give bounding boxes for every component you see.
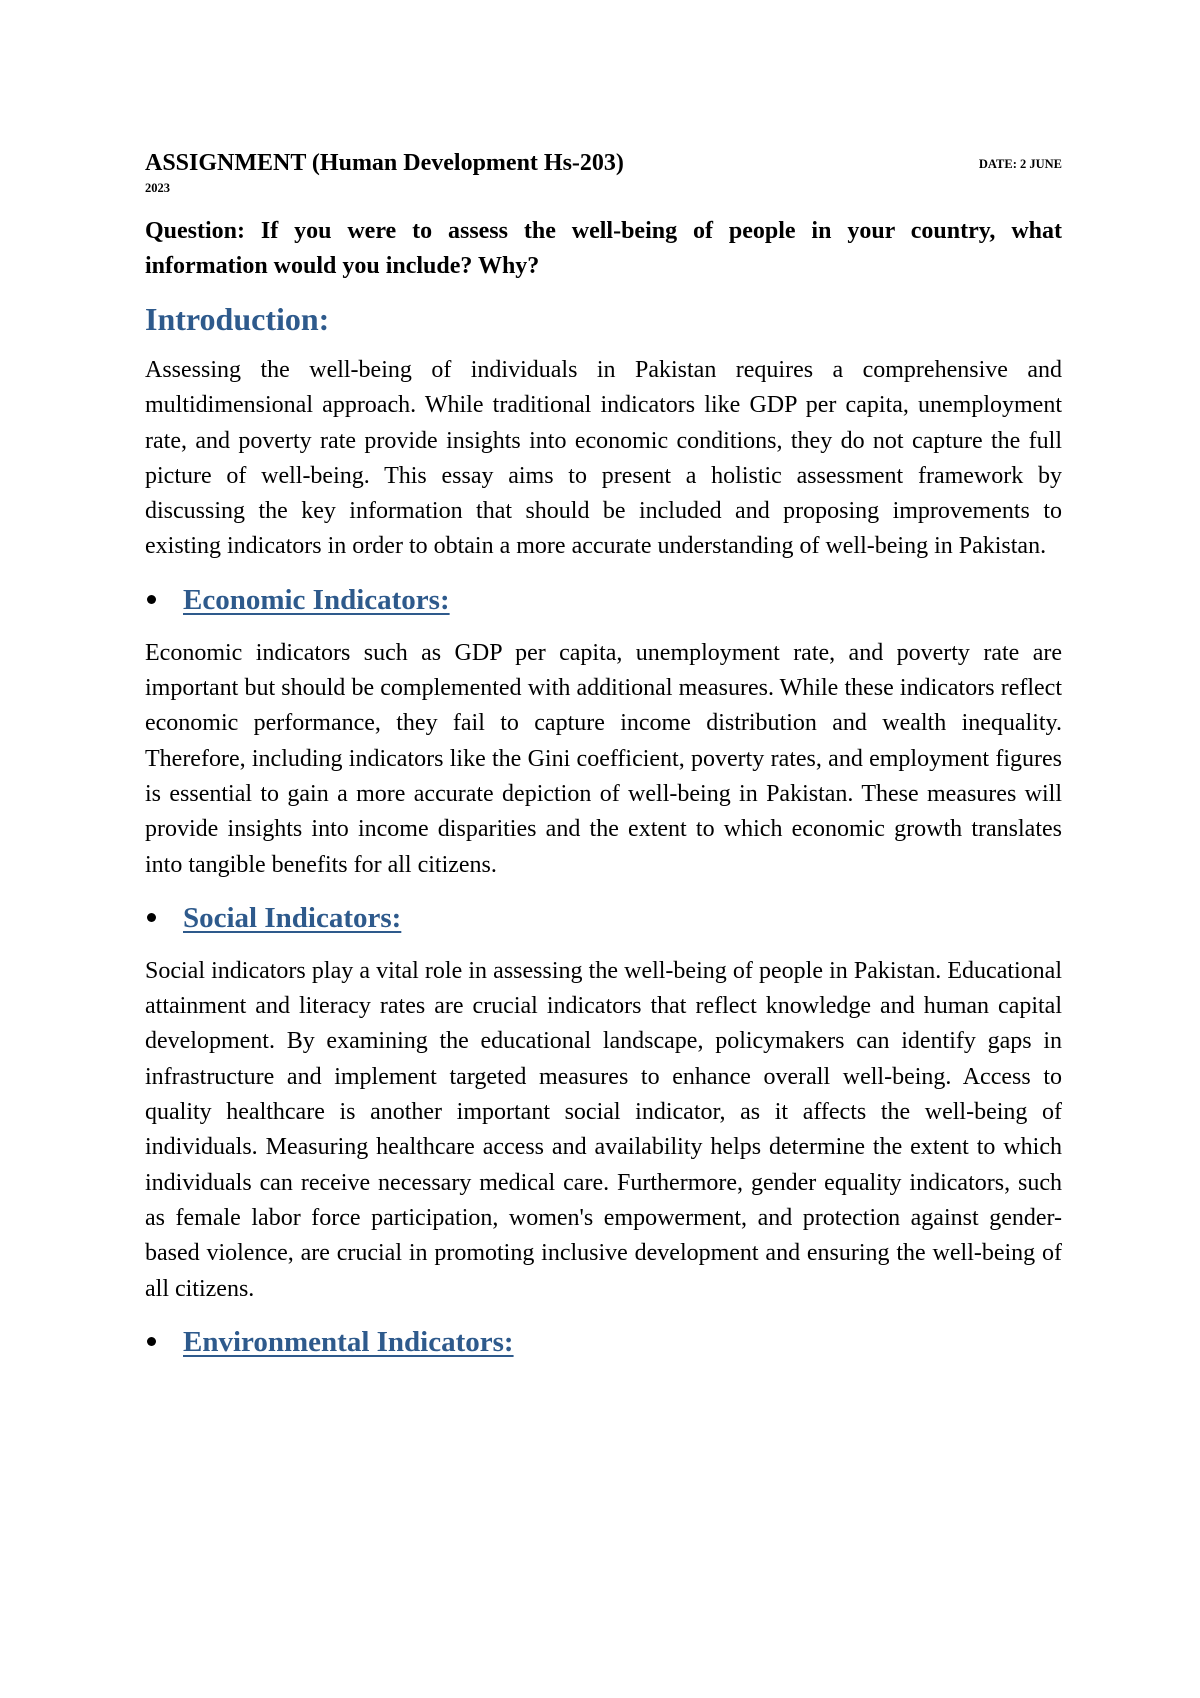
economic-indicators-paragraph: Economic indicators such as GDP per capita, unemployment rate, and poverty rate are important but should be complemented with additional measures. While these indicators reflect economic performance, they fail to capture income distribution and wealth inequality. Therefore, including indicators like the Gini coefficient, poverty rates, and employment figures is essential to gain a more accurate depiction of well-being in Pakistan. These measures will provide insights into income disparities and the extent to which economic growth translates into tangible benefits for all citizens. [145,639,1062,878]
date-label: DATE: 2 JUNE [978,157,1062,171]
introduction-paragraph: Assessing the well-being of individuals in Pakistan requires a comprehensive and multidimensional approach. While traditional indicators like GDP per capita, unemployment rate, and poverty rate provide insights into economic conditions, they do not capture the full picture of well-being. This essay aims to present a holistic assessment framework by discussing the key information that should be included and proposing improvements to existing indicators in order to obtain a more accurate understanding of well-being in Pakistan. [145,357,1062,560]
assignment-title: ASSIGNMENT (Human Development Hs-203) [145,150,624,176]
bullet-icon [147,1337,156,1346]
social-indicators-paragraph: Social indicators play a vital role in assessing the well-being of people in Pakistan. Educational attainment and literacy rates are crucial indicators that reflect knowledge and human capital development. By examining the educational landscape, policymakers can identify gaps in infrastructure and implement targeted measures to enhance overall well-being. Access to quality healthcare is another important social indicator, as it affects the well-being of individuals. Measuring healthcare access and availability helps determine the extent to which individuals can receive necessary medical care. Furthermore, gender equality indicators, such as female labor force participation, women's empowerment, and protection against gender-based violence, are crucial in promoting inclusive development and ensuring the well-being of all citizens. [145,957,1062,1302]
document-page [145,148,1062,1378]
economic-indicators-heading [145,580,1062,620]
document-header [145,148,1062,178]
question-text: Question: If you were to assess the well-being of people in your country, what information would you include? Why? [145,218,1062,279]
introduction-heading: Introduction: [145,301,330,337]
social-indicators-title: Social Indicators: [183,901,402,934]
economic-indicators-title: Economic Indicators: [183,583,450,616]
bullet-icon [147,595,156,604]
social-indicators-heading [145,898,1062,938]
environmental-indicators-title: Environmental Indicators: [183,1325,514,1358]
date-year: 2023 [145,181,170,195]
bullet-icon [147,913,156,922]
environmental-indicators-heading [145,1322,1062,1362]
